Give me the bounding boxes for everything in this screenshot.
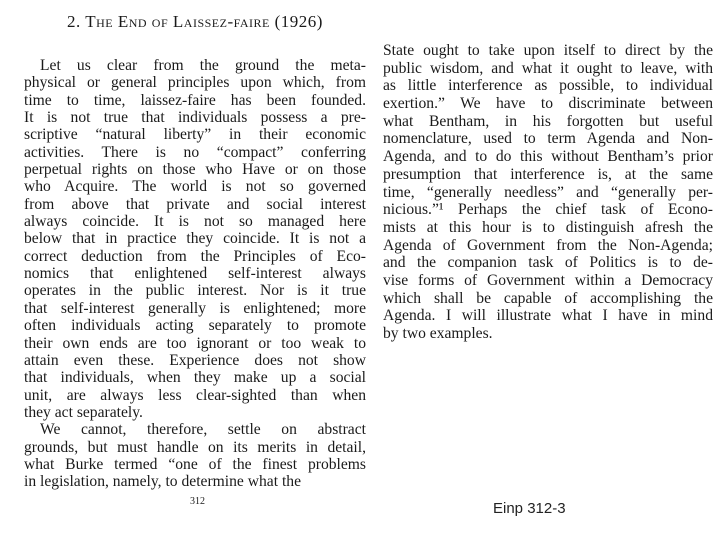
text-line: who Acquire. The world is not so governed <box>24 178 366 196</box>
text-line: often individuals acting separately to promote <box>24 317 366 335</box>
text-line: perpetual rights on those who Have or on those <box>24 161 366 179</box>
text-line: nomenclature, used to term Agenda and Non- <box>383 130 713 148</box>
text-line: that individuals, when they make up a social <box>24 369 366 387</box>
section-heading: 2. The End of Laissez-faire (1926) <box>67 12 323 31</box>
text-line: Agenda of Government from the Non-Agenda; <box>383 236 713 254</box>
text-line: presumption that interference is, at the same <box>383 165 713 183</box>
page-number: 312 <box>190 496 205 507</box>
text-line: Agenda. I will illustrate what I have in mind <box>383 307 713 325</box>
text-line: Agenda, and to do this without Bentham’s prior <box>383 148 713 166</box>
left-column-text <box>24 57 366 491</box>
text-line: nicious.”¹ Perhaps the chief task of Econo- <box>383 201 713 219</box>
text-line: time, “generally needless” and “generally per- <box>383 183 713 201</box>
slide-caption: Einp 312-3 <box>493 500 566 517</box>
text-line: public wisdom, and what it ought to leave, with <box>383 59 713 77</box>
text-line: below that in practice they coincide. It is not a <box>24 230 366 248</box>
text-line: as little interference as possible, to individual <box>383 77 713 95</box>
text-line: State ought to take upon itself to direct by the <box>383 42 713 59</box>
text-line: attain even these. Experience does not show <box>24 351 366 369</box>
text-line: activities. There is no “compact” conferring <box>24 143 366 161</box>
text-line: nomics that enlightened self-interest always <box>24 265 366 283</box>
text-line: and the companion task of Politics is to de- <box>383 254 713 272</box>
text-line: physical or general principles upon which, from <box>24 74 366 92</box>
text-line: vise forms of Government within a Democracy <box>383 271 713 289</box>
text-line: It is not true that individuals possess a pre- <box>24 109 366 127</box>
text-line: Let us clear from the ground the meta- <box>40 57 366 74</box>
text-line: what Burke termed “one of the finest problems <box>24 455 366 473</box>
text-line: what Bentham, in his forgotten but useful <box>383 112 713 130</box>
text-line: from above that private and social interest <box>24 195 366 213</box>
text-line: that self-interest generally is enlightened; more <box>24 299 366 317</box>
text-line: their own ends are too ignorant or too weak to <box>24 334 366 352</box>
text-line: operates in the public interest. Nor is it true <box>24 282 366 300</box>
text-line: grounds, but must handle on its merits in detail, <box>24 438 366 456</box>
text-line: by two examples. <box>383 325 493 342</box>
text-line: scriptive “natural liberty” in their economic <box>24 126 366 144</box>
text-line: exertion.” We have to discriminate between <box>383 95 713 113</box>
text-line: We cannot, therefore, settle on abstract <box>40 421 366 439</box>
text-line: correct deduction from the Principles of Eco- <box>24 247 366 265</box>
text-line: which shall be capable of accomplishing the <box>383 289 713 307</box>
text-line: always coincide. It is not so managed here <box>24 213 366 231</box>
text-line: time to time, laissez-faire has been founded. <box>24 91 366 109</box>
text-line: in legislation, namely, to determine what the <box>24 473 302 491</box>
right-column-text <box>383 42 713 343</box>
text-line: mists at this hour is to distinguish afresh the <box>383 218 713 236</box>
text-line: they act separately. <box>24 403 143 421</box>
text-line: unit, are always less clear-sighted than when <box>24 386 366 404</box>
